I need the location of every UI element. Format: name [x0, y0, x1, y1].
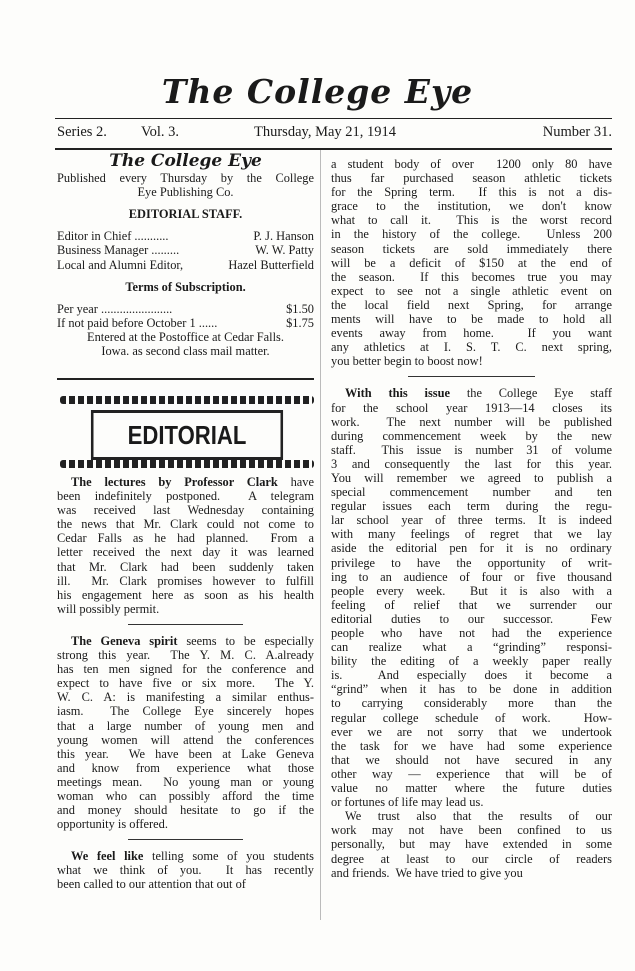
publisher-line: Eye Publishing Co.: [137, 185, 234, 200]
article-line: [57, 489, 314, 503]
article-line: [331, 682, 612, 696]
article: [57, 475, 314, 616]
line-text: the task for we have had some experience: [331, 738, 612, 753]
line-text: 3 and consequently the last for this year.: [331, 456, 612, 471]
editorial-heading: EDITORIAL: [91, 410, 283, 460]
line-text: in the history of the college. Unless 200: [331, 227, 612, 242]
article-line: [331, 401, 612, 415]
line-text: opportunity is offered.: [57, 817, 168, 832]
article-line: [57, 704, 314, 718]
article-line: [57, 747, 314, 761]
editorial-banner: [60, 396, 314, 468]
line-text: ill. Mr. Clark promises however to fulfill: [57, 573, 314, 588]
staff-box: [57, 151, 314, 359]
line-text: been indefinitely postponed. A telegram: [57, 489, 314, 504]
article-line: [57, 877, 314, 891]
article-line: [331, 809, 612, 823]
staff-role: Local and Alumni Editor,: [57, 257, 184, 272]
article-line: [331, 795, 612, 809]
line-text: “grind” when it has to be done in addition: [331, 682, 612, 697]
line-text: thus far purchased season athletic tickets: [331, 171, 612, 186]
article-line: [331, 823, 612, 837]
article-line: [57, 574, 314, 588]
article-line: [331, 457, 612, 471]
banner-border: [60, 460, 314, 468]
article-line: [331, 485, 612, 499]
article-line: [331, 443, 612, 457]
line-text: any athletics at I. S. T. C. next spring,: [331, 340, 612, 355]
line-text: young women will attend the conferences: [57, 732, 314, 747]
terms-price: $1.50: [286, 301, 314, 316]
line-text: to carrying considerably more than the: [331, 696, 612, 711]
article-line: [331, 298, 612, 312]
line-text: staff. This issue is number 31 of volume: [331, 442, 612, 457]
article-lead: The Geneva spirit: [71, 633, 178, 648]
staff-role: Editor in Chief ...........: [57, 229, 169, 244]
line-text: the news that Mr. Clark could not come to: [57, 517, 314, 532]
line-text: what we think of you. It has recently: [57, 863, 314, 878]
staff-name: P. J. Hanson: [253, 229, 314, 244]
article-line: [331, 171, 612, 185]
staff-name: Hazel Butterfield: [228, 257, 314, 272]
line-text: seems to be especially: [177, 633, 314, 648]
line-text: other way — experience that will be of: [331, 766, 612, 781]
line-text: will be a deficit of $150 at the end of: [331, 255, 612, 270]
article-line: [331, 499, 612, 513]
line-text: meetings mean. No young man or young: [57, 774, 314, 789]
line-text: lar school year of three terms. It is indeed: [331, 513, 612, 528]
article-line: [331, 312, 612, 326]
article-line: [331, 866, 612, 880]
line-text: season tickets are sold immediately there: [331, 241, 612, 256]
article-line: [331, 354, 612, 368]
line-text: have: [277, 475, 314, 489]
article-line: [331, 767, 612, 781]
article-line: [57, 602, 314, 616]
staff-role: Business Manager .........: [57, 243, 180, 258]
terms-row: [57, 302, 314, 316]
issue-number: Number 31.: [542, 124, 612, 140]
line-text: that we should not have secured in any: [331, 752, 612, 767]
line-text: expect to have five or six more. The Y.: [57, 676, 314, 691]
article-line: [331, 753, 612, 767]
article-line: [331, 471, 612, 485]
line-text: regular college schedule of work. How-: [331, 710, 612, 725]
line-text: ever we are not sorry that we undertook: [331, 724, 612, 739]
article-line: [331, 284, 612, 298]
volume: Vol. 3.: [141, 124, 180, 140]
article-line: [57, 761, 314, 775]
line-text: telling some of you students: [143, 849, 315, 864]
line-text: for the Spring term. If this is not a dis-: [331, 185, 612, 200]
line-text: the season. If this becomes true you may: [331, 269, 612, 284]
terms-label: If not paid before October 1 ......: [57, 315, 218, 330]
line-text: personally, but may have extended in some: [331, 837, 612, 852]
line-text: value no matter where the future duties: [331, 781, 612, 796]
line-text: You will remember we agreed to publish a: [331, 470, 612, 485]
line-text: during commencement week by the new: [331, 428, 612, 443]
line-text: work may not have been confined to us: [331, 823, 612, 838]
line-text: with many feelings of regret that we lay: [331, 527, 612, 542]
terms-label: Per year .......................: [57, 301, 173, 316]
article-line: [331, 584, 612, 598]
line-text: people who have not had the experience: [331, 626, 612, 640]
article-line: [331, 626, 612, 640]
article-line: [57, 545, 314, 559]
line-text: aside the editorial pen for it is no ordinary: [331, 541, 612, 556]
article-line: [331, 781, 612, 795]
line-text: regular issues each term during the regu-: [331, 499, 612, 514]
line-text: the local field next Spring, for arrange: [331, 297, 612, 312]
article-line: [57, 517, 314, 531]
line-text: feeling of relief that we surrender our: [331, 597, 612, 612]
article-line: [331, 185, 612, 199]
line-text: that Mr. Clark had been suddenly taken: [57, 559, 314, 574]
line-text: letter received the next day it was learned: [57, 545, 314, 560]
line-text: strong this year. The Y. M. C. A.already: [57, 648, 314, 663]
line-text: and friends. We have tried to give you: [331, 865, 523, 880]
line-text: is. And especially does it become a: [331, 668, 612, 683]
article-line: [57, 503, 314, 517]
article-line: [331, 429, 612, 443]
article-line: [57, 648, 314, 662]
article-line: [331, 227, 612, 241]
line-text: this year. We have been at Lake Geneva: [57, 746, 314, 761]
article-line: [331, 598, 612, 612]
line-text: or fortunes of life may lead us.: [331, 795, 484, 810]
article-line: [331, 527, 612, 541]
article-line: [57, 817, 314, 831]
line-text: Cedar Falls as he had planned. From a: [57, 531, 314, 546]
line-text: bility the editing of a weekly paper really: [331, 654, 612, 669]
article-separator: [128, 839, 244, 840]
article: [57, 634, 314, 831]
line-text: was received last Wednesday containing: [57, 503, 314, 518]
article-line: [331, 386, 612, 400]
article-line: [331, 326, 612, 340]
line-text: special commencement number and ten: [331, 485, 612, 500]
masthead-title: The College Eye: [161, 72, 474, 111]
column-divider: [320, 150, 321, 920]
line-text: has ten men signed for the conference and: [57, 662, 314, 677]
line-text: for the school year 1913—14 closes its: [331, 400, 612, 415]
staff-row: [57, 258, 314, 272]
article-line: [331, 696, 612, 710]
article: [331, 809, 612, 879]
article-line: [331, 340, 612, 354]
article-line: [331, 541, 612, 555]
line-text: and money should hesitate to go if the: [57, 803, 314, 818]
terms-row: [57, 316, 314, 330]
line-text: events away from home. If you want: [331, 326, 612, 341]
line-text: degree at least to our circle of readers: [331, 851, 612, 866]
header-rule: [55, 148, 612, 150]
article-line: [57, 719, 314, 733]
staff-row: [57, 229, 314, 243]
line-text: his engagement here as soon as his health: [57, 587, 314, 602]
right-column-articles: [331, 157, 612, 880]
line-text: ments will have to be made to hold all: [331, 312, 612, 327]
left-column-articles: [57, 475, 314, 892]
article-line: [331, 612, 612, 626]
article: [331, 157, 612, 368]
terms-price: $1.75: [286, 315, 314, 330]
publisher-line: Published every Thursday by the College: [57, 171, 314, 186]
article-line: [331, 242, 612, 256]
line-text: work. The next number will be published: [331, 414, 612, 429]
staff-heading: EDITORIAL STAFF.: [128, 207, 243, 222]
article-line: [331, 725, 612, 739]
line-text: that a large number of young men and: [57, 718, 314, 733]
article-line: [331, 570, 612, 584]
banner-border: [60, 396, 314, 404]
line-text: what to call it. This is the worst record: [331, 213, 612, 228]
article-line: [331, 270, 612, 284]
article-lead: The lectures by Professor Clark: [71, 475, 278, 489]
article-line: [57, 676, 314, 690]
line-text: the College Eye staff: [450, 386, 612, 401]
staff-box-rule: [57, 378, 314, 380]
article-line: [331, 837, 612, 851]
line-text: grace to the institution, we don't know: [331, 199, 612, 214]
line-text: iasm. The College Eye sincerely hopes: [57, 704, 314, 719]
article-line: [57, 863, 314, 877]
line-text: privilege to have the opportunity of writ-: [331, 555, 612, 570]
article-line: [57, 560, 314, 574]
line-text: can realize what a “grinding” responsi-: [331, 640, 612, 655]
article-line: [331, 256, 612, 270]
article-line: [57, 849, 314, 863]
article-line: [57, 588, 314, 602]
article-separator: [408, 376, 534, 377]
article: [331, 386, 612, 809]
article-line: [57, 803, 314, 817]
line-text: will possibly permit.: [57, 601, 160, 616]
article-line: [57, 531, 314, 545]
article-line: [331, 157, 612, 171]
article-line: [331, 199, 612, 213]
article-line: [57, 662, 314, 676]
article-line: [57, 690, 314, 704]
line-text: editorial duties to our successor. Few: [331, 611, 612, 626]
article-line: [57, 789, 314, 803]
article-line: [331, 415, 612, 429]
article-line: [57, 634, 314, 648]
article-line: [331, 640, 612, 654]
terms-heading: Terms of Subscription.: [125, 279, 246, 294]
article-line: [57, 475, 314, 489]
article-line: [331, 654, 612, 668]
issue-date: Thursday, May 21, 1914: [254, 124, 397, 140]
entry-note: Entered at the Postoffice at Cedar Falls.: [87, 329, 284, 344]
line-text: been called to our attention that out of: [57, 877, 246, 892]
article-line: [57, 775, 314, 789]
article-lead: We feel like: [71, 849, 144, 864]
line-text: woman who can possibly afford the time: [57, 788, 314, 803]
line-text: people every week. But it is also with a: [331, 583, 612, 598]
article-line: [331, 668, 612, 682]
article-line: [57, 733, 314, 747]
line-text: and know from experience what those: [57, 760, 314, 775]
article-lead: With this issue: [345, 386, 451, 401]
staff-name: W. W. Patty: [255, 243, 314, 258]
line-text: you better begin to boost now!: [331, 354, 483, 369]
entry-note: Iowa. as second class mail matter.: [101, 344, 270, 359]
article-line: [331, 513, 612, 527]
article-line: [331, 852, 612, 866]
masthead-rule: [55, 118, 612, 119]
article-line: [331, 711, 612, 725]
line-text: W. C. A: is manifesting a similar enthus-: [57, 690, 314, 705]
article: [57, 849, 314, 891]
article-line: [331, 739, 612, 753]
article-line: [331, 556, 612, 570]
line-text: ing to an audience of four or five thousand: [331, 569, 612, 584]
staff-row: [57, 243, 314, 257]
series: Series 2.: [57, 124, 107, 140]
line-text: a student body of over 1200 only 80 have: [331, 157, 612, 171]
staff-box-title: The College Eye: [109, 151, 262, 171]
article-separator: [128, 624, 244, 625]
line-text: expect to see not a single athletic event on: [331, 283, 612, 298]
article-line: [331, 213, 612, 227]
line-text: We trust also that the results of our: [345, 809, 612, 824]
